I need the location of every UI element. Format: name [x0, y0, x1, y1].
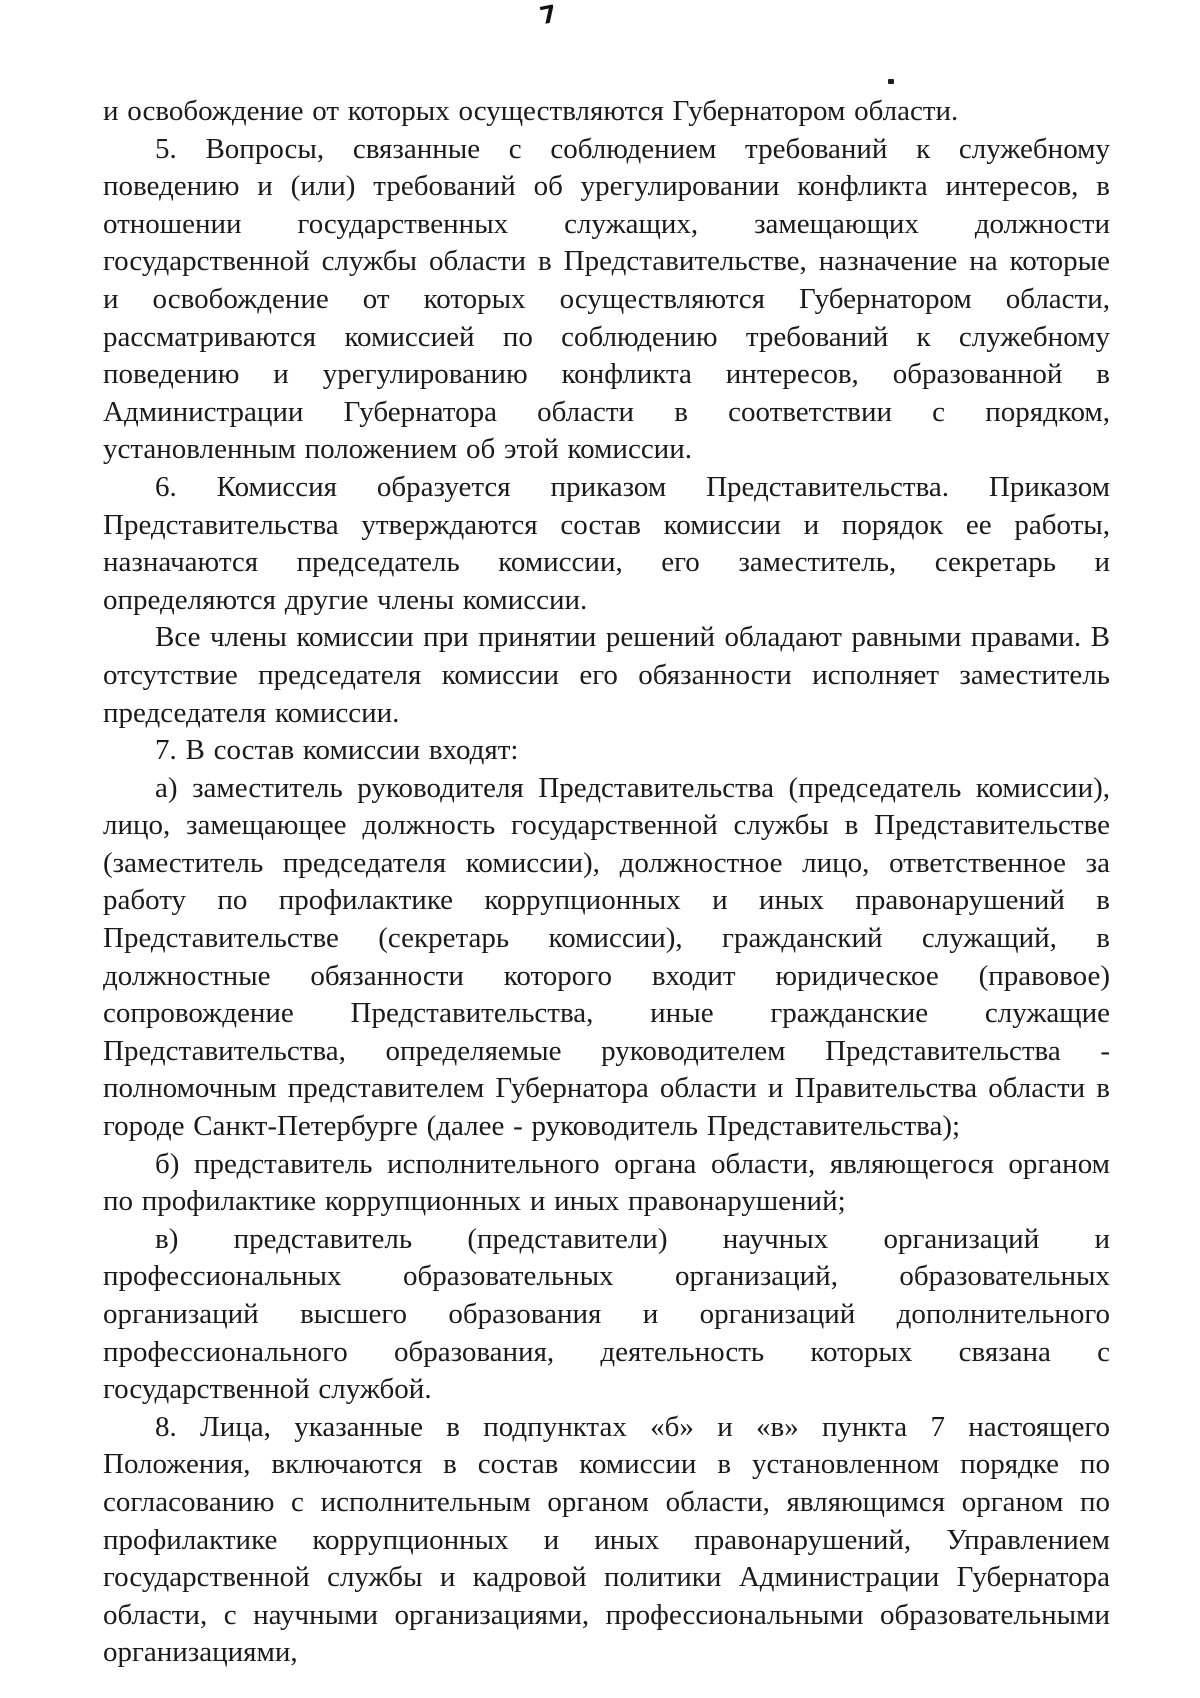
paragraph: 6. Комиссия образуется приказом Представительства. Приказом Представительства утверждаются состав комиссии и порядок ее работы, назначаются председатель комиссии, его заместитель, секретарь и определяются другие члены комиссии. — [103, 470, 1110, 616]
page-number-annotation: 7 — [537, 0, 560, 31]
paragraph: Все члены комиссии при принятии решений обладают равными правами. В отсутствие председателя комиссии его обязанности исполняет заместитель председателя комиссии. — [103, 621, 1110, 729]
paragraph: и освобождение от которых осуществляются Губернатором области. — [103, 95, 959, 127]
paragraph: 8. Лица, указанные в подпунктах «б» и «в» пункта 7 настоящего Положения, включаются в состав комиссии в установленном порядке по согласованию с исполнительным органом области, являющимся органом по профилактике коррупционных и иных правонарушений, Управлением государственной службы и кадровой политики Администрации Губернатора области, с научными организациями, профессиональными образовательными организациями, — [103, 1410, 1110, 1669]
paragraph: в) представитель (представители) научных организаций и профессиональных образовательных организаций, образовательных организаций высшего образования и организаций дополнительного профессионального образования, деятельность которых связана с государственной службой. — [103, 1222, 1110, 1406]
paragraph: 5. Вопросы, связанные с соблюдением требований к служебному поведению и (или) требований об урегулировании конфликта интересов, в отношении государственных служащих, замещающих должности государственной службы области в Представительстве, назначение на которые и освобождение от которых осуществляются Губернатором области, рассматриваются комиссией по соблюдению требований к служебному поведению и урегулированию конфликта интересов, образованной в Администрации Губернатора области в соответствии с порядком, установленным положением об этой комиссии. — [103, 132, 1110, 466]
document-text — [103, 93, 1110, 1672]
paragraph: б) представитель исполнительного органа области, являющегося органом по профилактике коррупционных и иных правонарушений; — [103, 1147, 1110, 1218]
paragraph: 7. В состав комиссии входят: — [155, 734, 519, 767]
paragraph: а) заместитель руководителя Представительства (председатель комиссии), лицо, замещающее должность государственной службы в Представительстве (заместитель председателя комиссии), должностное лицо, ответственное за работу по профилактике коррупционных и иных правонарушений в Представительстве (секретарь комиссии), гражданский служащий, в должностные обязанности которого входит юридическое (правовое) сопровождение Представительства, иные гражданские служащие Представительства, определяемые руководителем Представительства - полномочным представителем Губернатора области и Правительства области в городе Санкт-Петербурге (далее - руководитель Представительства); — [103, 771, 1110, 1143]
ink-speck — [888, 79, 894, 84]
